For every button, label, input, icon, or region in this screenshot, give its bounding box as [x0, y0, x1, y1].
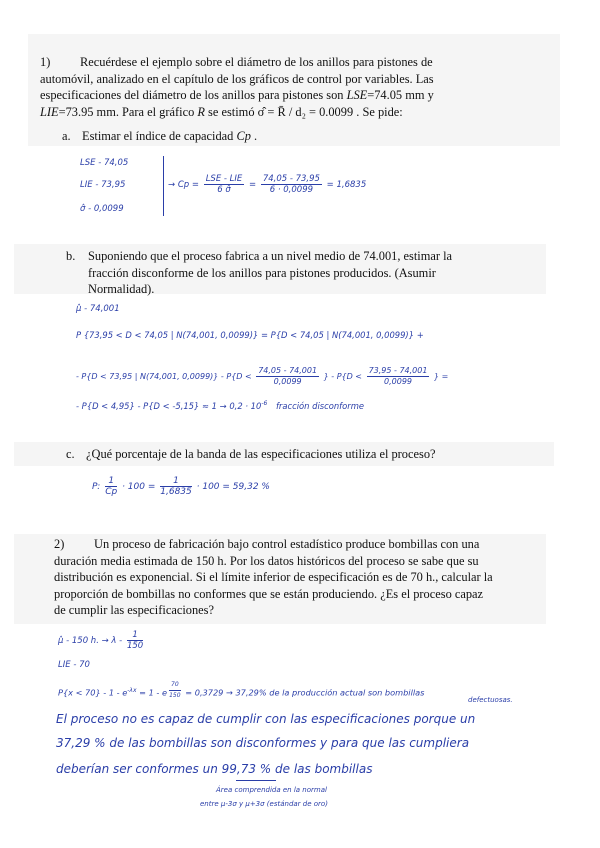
part-b-question: b. Suponiendo que el proceso fabrica a un nivel medio de 74.001, estimar la fracción disconforme de los anillos para pistones producidos. (Asumir Normalidad). — [66, 249, 453, 296]
hw-conclusion-line2: 37,29 % de las bombillas son disconformes y para que las cumpliera — [56, 736, 470, 750]
hw-conclusion-line1: El proceso no es capaz de cumplir con las especificaciones porque un — [56, 712, 476, 726]
hw-cp-formula: → Cp = $\frac{\text{LSE - LIE}}{6 \sigmâ}$ = $\frac{74,05 - 73,95}{6 \cdot 0,0099}$ = 1,6835 — [168, 174, 367, 195]
hw-p2-lie: LIE - 70 — [58, 660, 90, 670]
part-a-question: a. Estimar el índice de capacidad Cp . — [62, 129, 258, 143]
hw-brace — [163, 156, 164, 216]
hw-lie: LIE - 73,95 — [80, 180, 126, 190]
hw-conclusion-line3: deberían ser conformes un 99,73 % de las bombillas — [56, 762, 373, 776]
fraccion-disconforme-note: fracción disconforme — [275, 400, 365, 411]
hw-lse: LSE - 74,05 — [80, 158, 129, 168]
part-c-question: c. ¿Qué porcentaje de la banda de las especificaciones utiliza el proceso? — [66, 447, 436, 461]
hw-note-line1: Área comprendida en la normal — [216, 786, 327, 794]
hw-sigma: σ̂ - 0,0099 — [80, 204, 124, 214]
hw-b-line1: P {73,95 < D < 74,05 | N(74,001, 0,0099)} = P{D < 74,05 | N(74,001, 0,0099)} + — [76, 330, 424, 340]
problem1-statement: 1) Recuérdese el ejemplo sobre el diámetro de los anillos para pistones de automóvil, analizado en el capítulo de los gráficos de control por variables. Las especificaciones del diámetro de los anillos para pistones son LSE=74.05 mm y LIE=73.95 mm. Para el gráfico R se estimó σ̂ = R̄ / d₂ = 0.0099 . Se pide: — [40, 55, 434, 119]
hw-note-line2: entre μ-3σ y μ+3σ (estándar de oro) — [200, 800, 328, 808]
cp-result: = 1,6835 — [326, 180, 367, 190]
hw-p2-prob: $P\{x < 70\} - 1 - e^{-\lambda x} = 1 - e$ $^{\frac{70}{150}}$ = 0,3729 → 37,29% de la producción actual son bombillas — [58, 681, 425, 699]
hw-b-line2: - P{D < 73,95 | N(74,001, 0,0099)} - P{D < $\frac{74,05 - 74,001}{0,0099}$ } - P{D < $\frac{73,95 - 74,001}{0,0099}$ } = — [76, 366, 449, 386]
problem1-number: 1) — [40, 55, 51, 69]
problem2-statement: 2) Un proceso de fabricación bajo control estadístico produce bombillas con una duración media estimada de 150 h. Por los datos históricos del proceso se sabe que su distribución es exponencial. Si el límite inferior de especificación es de 70 h., calcular la proporción de bombillas no conformes que se están produciendo. ¿Es el proceso capaz de cumplir las especificaciones? — [54, 537, 493, 617]
hw-p2-lambda: μ̂ - 150 h. → λ - $\frac{1}{150}$ — [58, 630, 144, 651]
hw-p2-defectuosas: defectuosas. — [468, 696, 513, 704]
hw-b-line3: - $P\{D < 4,95\} - P\{D < -5,15\} \approx 1 \to 0,2 \cdot 10^{-6}$ fracción disconforme — [76, 400, 365, 411]
hw-mu: μ̂ - 74,001 — [76, 304, 120, 314]
hw-c-formula: P: $\frac{1}{Cp}$ · 100 = $\frac{1}{1,6835}$ · 100 = 59,32 % — [92, 476, 270, 497]
sigma-formula: σ̂ = R̄ / d₂ = 0.0099 — [257, 104, 354, 119]
hw-underline — [236, 780, 276, 781]
problem2-number: 2) — [54, 537, 65, 551]
